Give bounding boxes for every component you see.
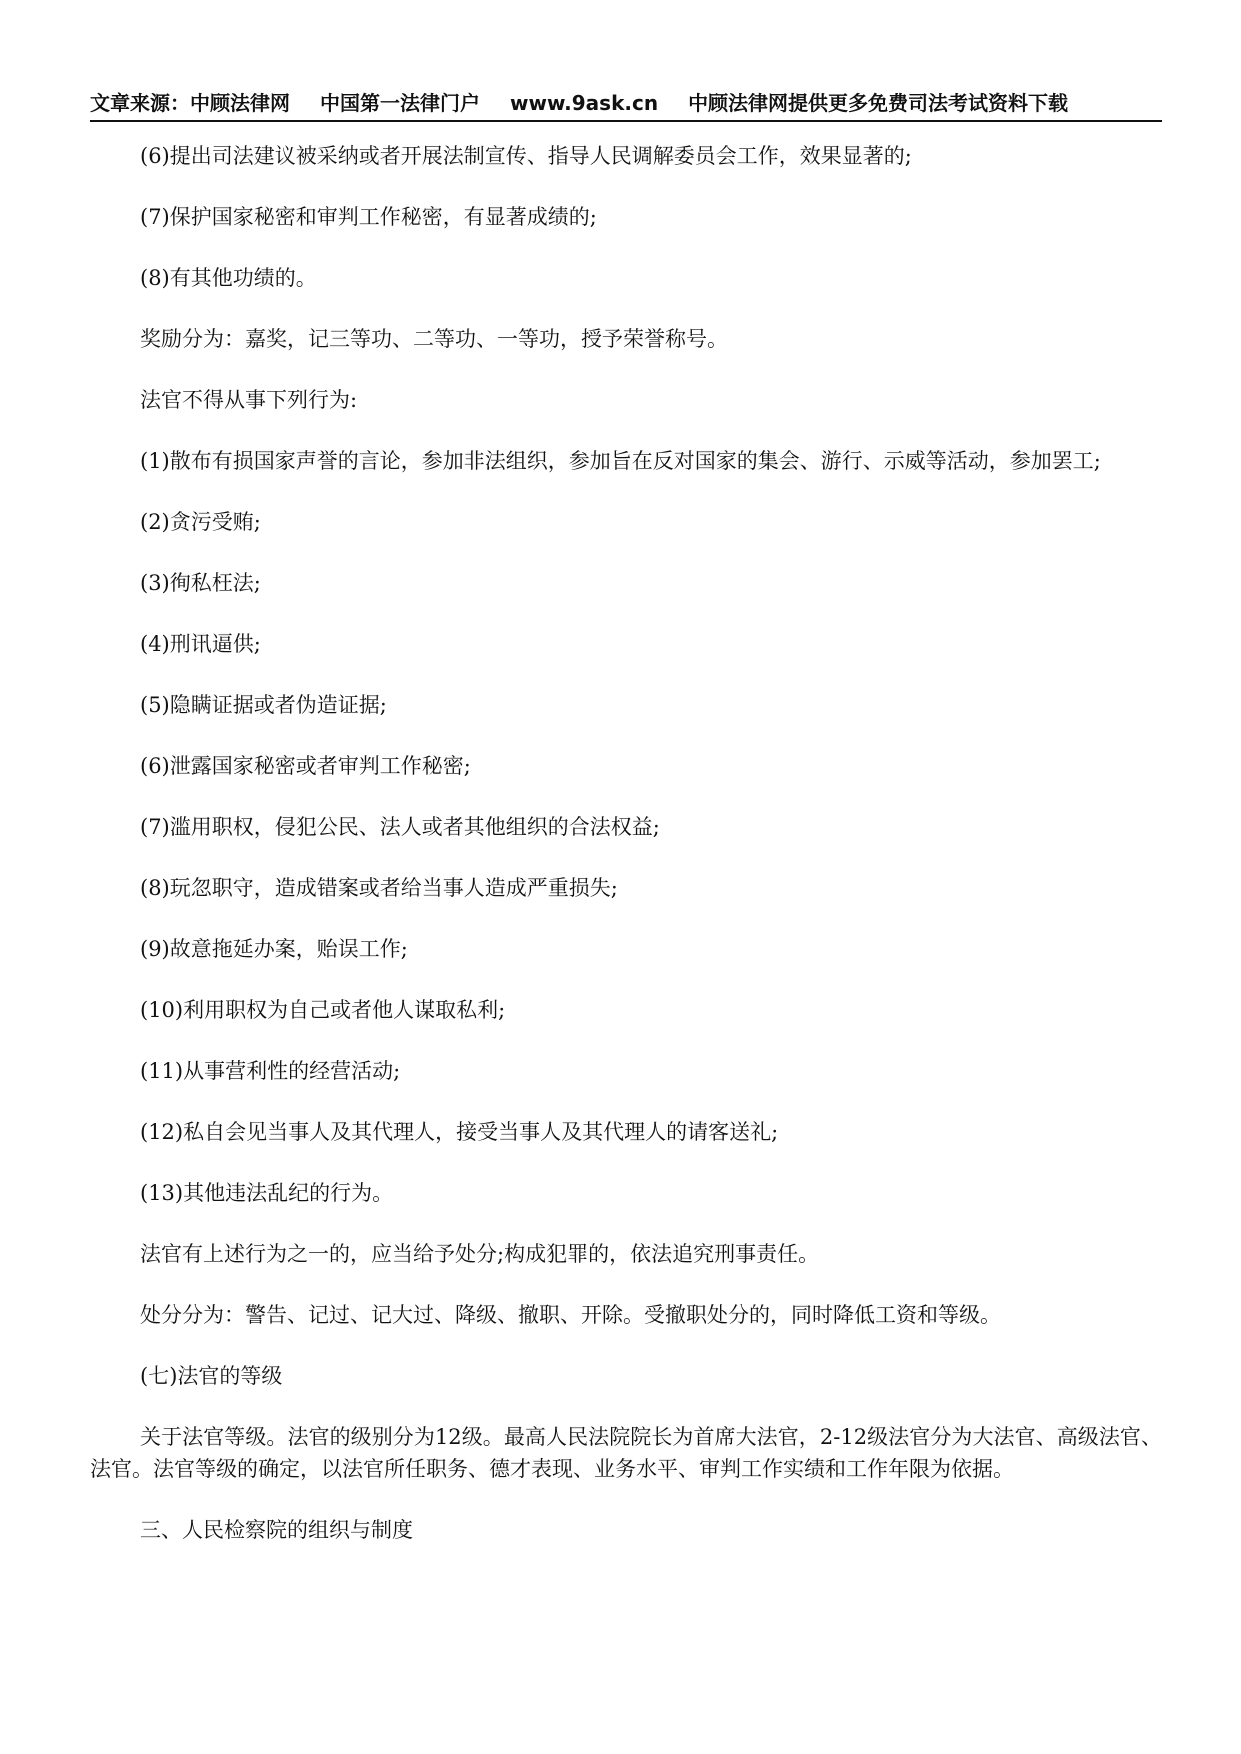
section-heading-procuratorate: 三、人民检察院的组织与制度 (140, 1518, 413, 1542)
paragraph-prohibited-9: (9)故意拖延办案，贻误工作; (140, 937, 408, 961)
paragraph-rewards: 奖励分为：嘉奖，记三等功、二等功、一等功，授予荣誉称号。 (140, 327, 728, 351)
paragraph-item-7-secrets: (7)保护国家秘密和审判工作秘密，有显著成绩的; (140, 205, 597, 229)
document-body (90, 140, 1162, 1575)
section-heading-judge-grades: (七)法官的等级 (140, 1364, 283, 1388)
paragraph-prohibited-7: (7)滥用职权，侵犯公民、法人或者其他组织的合法权益; (140, 815, 660, 839)
paragraph-prohibited-12: (12)私自会见当事人及其代理人，接受当事人及其代理人的请客送礼; (140, 1120, 779, 1144)
paragraph-prohibited-6: (6)泄露国家秘密或者审判工作秘密; (140, 754, 471, 778)
paragraph-prohibited-4: (4)刑讯逼供; (140, 632, 261, 656)
paragraph-prohibited-11: (11)从事营利性的经营活动; (140, 1059, 401, 1083)
page-header (90, 90, 1162, 122)
paragraph-prohibited-3: (3)徇私枉法; (140, 571, 261, 595)
paragraph-punishment: 法官有上述行为之一的，应当给予处分;构成犯罪的，依法追究刑事责任。 (140, 1242, 820, 1266)
paragraph-prohibited-10: (10)利用职权为自己或者他人谋取私利; (140, 998, 506, 1022)
header-source-label: 文章来源：中顾法律网 (90, 91, 290, 115)
header-site-url: www.9ask.cn (510, 91, 659, 115)
paragraph-prohibited-8: (8)玩忽职守，造成错案或者给当事人造成严重损失; (140, 876, 618, 900)
paragraph-prohibited-13: (13)其他违法乱纪的行为。 (140, 1181, 394, 1205)
paragraph-prohibited-intro: 法官不得从事下列行为: (140, 388, 358, 412)
header-portal-label: 中国第一法律门户 (320, 91, 480, 115)
paragraph-item-6-suggestion: (6)提出司法建议被采纳或者开展法制宣传、指导人民调解委员会工作，效果显著的; (140, 144, 912, 168)
header-promo-label: 中顾法律网提供更多免费司法考试资料下载 (688, 91, 1069, 115)
paragraph-sanctions: 处分分为：警告、记过、记大过、降级、撤职、开除。受撤职处分的，同时降低工资和等级。 (140, 1303, 1001, 1327)
paragraph-prohibited-5: (5)隐瞒证据或者伪造证据; (140, 693, 387, 717)
paragraph-item-8-other: (8)有其他功绩的。 (140, 266, 317, 290)
paragraph-judge-grades: 关于法官等级。法官的级别分为12级。最高人民法院院长为首席大法官，2-12级法官分为大法官、高级法官、法官。法官等级的确定，以法官所任职务、德才表现、业务水平、审判工作实绩和工作年限为依据。 (90, 1425, 1162, 1481)
paragraph-prohibited-2: (2)贪污受贿; (140, 510, 261, 534)
paragraph-prohibited-1: (1)散布有损国家声誉的言论，参加非法组织，参加旨在反对国家的集会、游行、示威等活动，参加罢工; (140, 449, 1101, 473)
